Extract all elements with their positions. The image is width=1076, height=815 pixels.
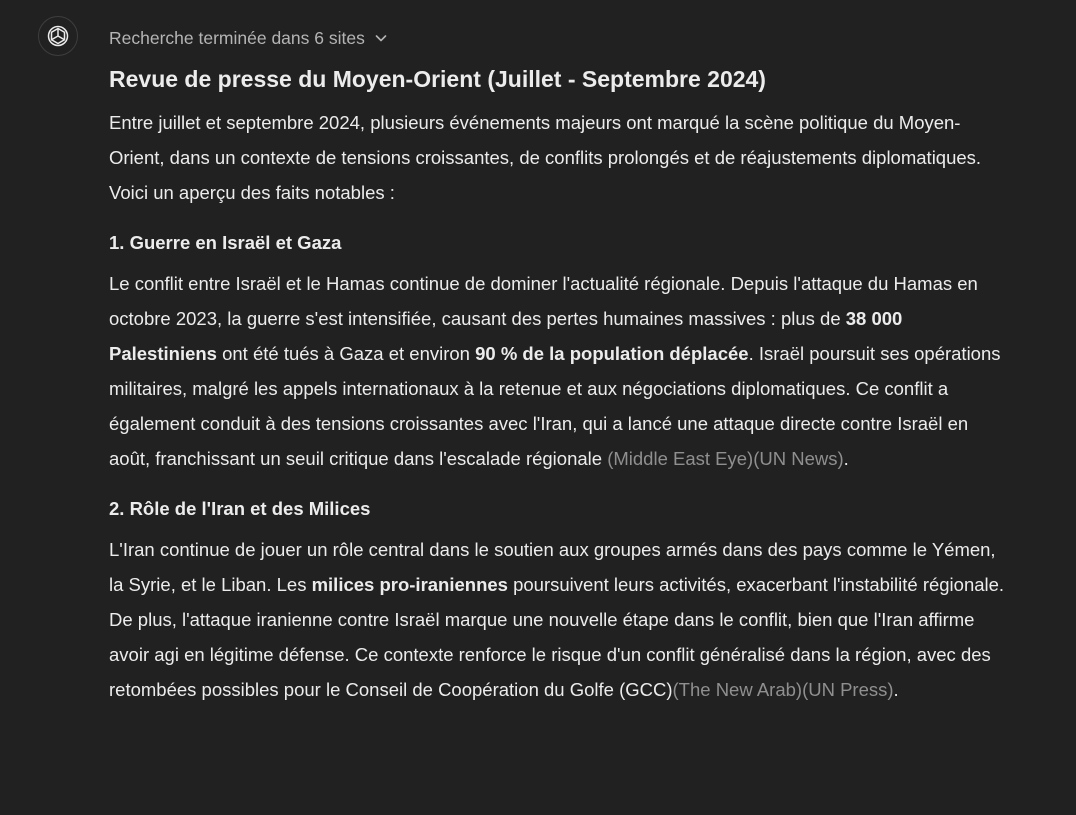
section-1-heading: 1. Guerre en Israël et Gaza — [109, 232, 342, 253]
source-link-un-press[interactable]: (UN Press) — [802, 679, 894, 700]
section-2-bold-a: milices pro-iraniennes — [311, 574, 508, 595]
intro-paragraph: Entre juillet et septembre 2024, plusieurs événements majeurs ont marqué la scène politique du Moyen-Orient, dans un contexte de tensions croissantes, de conflits prolongés et de réajustements diplomatiques. Voici un aperçu des faits notables : — [109, 112, 982, 203]
section-1-text-b: ont été tués à Gaza et environ — [216, 343, 476, 364]
section-2-heading: 2. Rôle de l'Iran et des Milices — [109, 498, 371, 519]
search-status-text: Recherche terminée dans 6 sites — [109, 28, 365, 48]
section-1-bold-b: 90 % de la population déplacée — [475, 343, 749, 364]
section-2-text-b: poursuivent leurs activités, exacerbant l'instabilité régionale. De plus, l'attaque iranienne contre Israël marque une nouvelle étape dans le conflit, bien que l'Iran affirme avoir agi en légitime défense. Ce contexte renforce le risque d'un conflit généralisé dans la région, avec des retombées possibles pour le Conseil de Coopération du Golfe (GCC) — [109, 574, 1005, 700]
chevron-down-icon — [373, 30, 389, 46]
message-title: Revue de presse du Moyen-Orient (Juillet - Septembre 2024) — [109, 66, 766, 92]
assistant-avatar — [38, 16, 78, 56]
section-1-text-c: . Israël poursuit ses opérations militaires, malgré les appels internationaux à la retenue et aux négociations diplomatiques. Ce conflit a également conduit à des tensions croissantes avec l'Iran, qui a lancé une attaque directe contre Israël en août, franchissant un seuil critique dans l'escalade régionale — [109, 343, 1001, 469]
search-status-toggle[interactable] — [109, 24, 389, 52]
source-link-un-news[interactable]: (UN News) — [753, 448, 844, 469]
section-1-bold-a: 38 000 Palestiniens — [109, 308, 903, 364]
section-1-paragraph — [109, 266, 1009, 476]
section-1-text-a: Le conflit entre Israël et le Hamas continue de dominer l'actualité régionale. Depuis l'attaque du Hamas en octobre 2023, la guerre s'est intensifiée, causant des pertes humaines massives : plus de — [109, 273, 978, 329]
openai-logo-icon — [46, 24, 70, 48]
assistant-message — [109, 24, 1009, 707]
section-2-paragraph — [109, 532, 1009, 707]
source-link-the-new-arab[interactable]: (The New Arab) — [672, 679, 803, 700]
source-link-middle-east-eye[interactable]: (Middle East Eye) — [607, 448, 754, 469]
section-2-end: . — [893, 679, 899, 700]
section-2-text-a: L'Iran continue de jouer un rôle central dans le soutien aux groupes armés dans des pays comme le Yémen, la Syrie, et le Liban. Les — [109, 539, 996, 595]
section-1-end: . — [843, 448, 849, 469]
